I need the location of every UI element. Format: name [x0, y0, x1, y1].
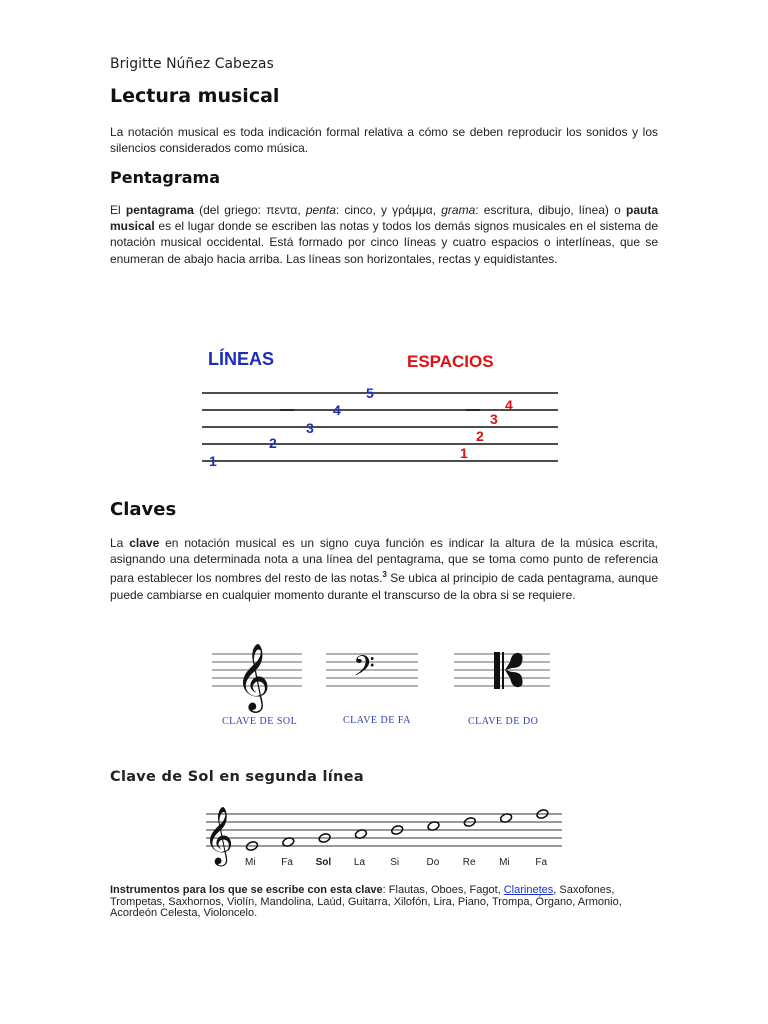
note-label: La — [353, 857, 366, 868]
label-lines: LÍNEAS — [208, 349, 275, 369]
clef-label-fa: CLAVE DE FA — [343, 715, 411, 726]
note-label: Fa — [281, 857, 293, 868]
space-number: 1 — [460, 445, 468, 461]
clef-label-do: CLAVE DE DO — [468, 716, 539, 727]
heading-clave-de-sol: Clave de Sol en segunda línea — [110, 769, 364, 785]
space-number: 2 — [476, 428, 484, 444]
clefs-figure — [206, 640, 566, 732]
space-number: 4 — [505, 397, 513, 413]
line-number: 5 — [366, 385, 374, 401]
staff-lines-spaces-figure — [196, 340, 566, 474]
instruments-paragraph: Instrumentos para los que se escribe con esta clave: Flautas, Oboes, Fagot, Clarinetes, Saxofones, Trompetas, Saxhornos, Violín, Mandolina, Laúd, Guitarra, Xilofón, Lira, Piano, Trompa, Órgano, Armonio, Acordeón Celesta, Violoncelo. — [110, 884, 622, 919]
line-number: 2 — [269, 435, 277, 451]
treble-clef-icon: 𝄞 — [236, 644, 271, 709]
clarinetes-link[interactable]: Clarinetes — [503, 884, 554, 896]
note-label: Do — [426, 857, 440, 868]
note-label: Fa — [535, 857, 548, 868]
space-number: 3 — [490, 411, 498, 427]
line-number: 1 — [209, 453, 217, 469]
intro-paragraph: La notación musical es toda indicación formal relativa a cómo se deben reproducir los sonidos y los silencios considerados como música. — [110, 125, 658, 156]
note-label: Si — [390, 857, 400, 868]
note-label: Sol — [315, 857, 332, 868]
author-name: Brigitte Núñez Cabezas — [110, 56, 274, 72]
line-number: 4 — [333, 402, 341, 418]
note-label: Re — [462, 857, 476, 868]
line-number: 3 — [306, 420, 314, 436]
note-label: Mi — [245, 857, 256, 868]
heading-pentagrama: Pentagrama — [110, 168, 221, 187]
treble-clef-icon: 𝄞 — [204, 807, 234, 863]
claves-paragraph: La clave en notación musical es un signo cuya función es indicar la altura de la música escrita, asignando una determinada nota a una línea del pentagrama, que se toma como punto de referencia para establecer los nombres del resto de las notas.$^3$ Se ubica al principio de cada pentagrama, aunque puede cambiarse en cualquier momento durante el transcurso de la obra si se requiere. — [110, 536, 658, 602]
bass-clef-icon: 𝄢 — [353, 651, 375, 689]
treble-staff-notes-figure — [200, 800, 570, 872]
page-title: Lectura musical — [110, 85, 280, 107]
pentagrama-paragraph: El pentagrama (del griego: πεντα, penta: cinco, y γράμμα, grama: escritura, dibujo, línea) o pauta musical es el lugar donde se escriben las notas y todos los demás signos musicales en el sistema de notación musical occidental. Está formado por cinco líneas y cuatro espacios o interlíneas, que se enumeran de abajo hacia arriba. Las líneas son horizontales, rectas y equidistantes. — [110, 203, 658, 266]
label-spaces: ESPACIOS — [407, 352, 494, 371]
note-label: Mi — [499, 857, 510, 868]
clef-label-sol: CLAVE DE SOL — [222, 716, 298, 727]
heading-claves: Claves — [110, 499, 177, 520]
